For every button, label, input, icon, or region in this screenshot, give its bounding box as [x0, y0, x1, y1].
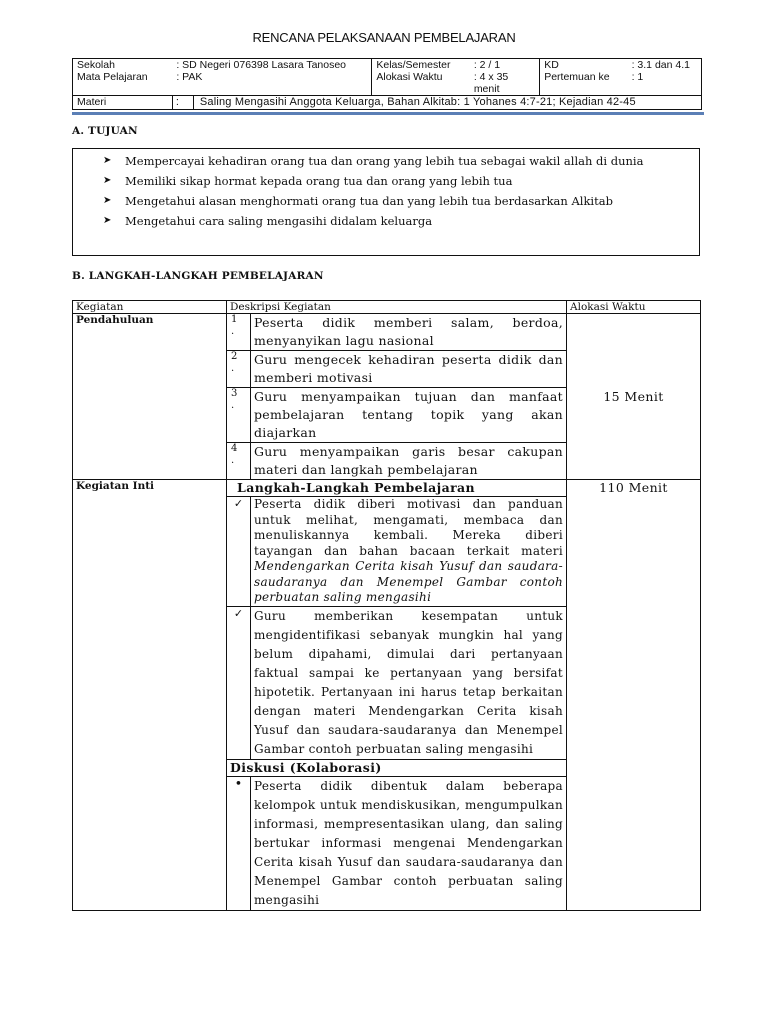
- step-text: Peserta didik memberi salam, berdoa, menyanyikan lagu nasional: [251, 314, 567, 351]
- tujuan-box: [72, 148, 700, 256]
- pertemuan-label: Pertemuan ke: [540, 71, 628, 96]
- header-rule: [72, 112, 704, 115]
- step-text: Guru menyampaikan garis besar cakupan materi dan langkah pembelajaran: [251, 443, 567, 480]
- pendahuluan-time: 15 Menit: [567, 314, 701, 480]
- step-number: 4 .: [227, 443, 251, 480]
- inti-label: Kegiatan Inti: [73, 480, 227, 911]
- kelas-value: : 2 / 1: [470, 59, 540, 72]
- checkmark-icon: ✓: [227, 606, 251, 759]
- mapel-label: Mata Pelajaran: [73, 71, 173, 96]
- inti-item-1: Peserta didik diberi motivasi dan panduan untuk melihat, mengamati, membaca dan menuliskannya kembali. Mereka diberi tayangan dan bahan bacaan terkait materi Mendengarkan Cerita kisah Yusuf dan saudara-saudaranya dan Menempel Gambar contoh perbuatan saling mengasihi: [251, 497, 567, 607]
- col-deskripsi: Deskripsi Kegiatan: [227, 301, 567, 314]
- materi-row: [172, 96, 701, 110]
- col-alokasi: Alokasi Waktu: [567, 301, 701, 314]
- bullet-dot-icon: •: [227, 776, 251, 910]
- step-text: Guru menyampaikan tujuan dan manfaat pembelajaran tentang topik yang akan diajarkan: [251, 388, 567, 443]
- tujuan-heading: A. TUJUAN: [72, 125, 138, 137]
- materi-value: Saling Mengasihi Anggota Keluarga, Bahan Alkitab: 1 Yohanes 4:7-21; Kejadian 42-45: [199, 96, 636, 108]
- checkmark-icon: ✓: [227, 497, 251, 607]
- tujuan-item: ➤ Mengetahui cara saling mengasihi didalam keluarga: [73, 211, 699, 231]
- step-number: 1 .: [227, 314, 251, 351]
- arrow-bullet-icon: ➤: [103, 175, 112, 186]
- alokasi-value: : 4 x 35 menit: [470, 71, 540, 96]
- tujuan-item: ➤ Mengetahui alasan menghormati orang tua dan yang lebih tua berdasarkan Alkitab: [73, 191, 699, 211]
- tujuan-item: ➤ Memiliki sikap hormat kepada orang tua dan orang yang lebih tua: [73, 171, 699, 191]
- langkah-table: [72, 300, 701, 911]
- kd-label: KD: [540, 59, 628, 72]
- materi-label: Materi: [73, 96, 173, 110]
- inti-item-2: Guru memberikan kesempatan untuk mengidentifikasi sebanyak mungkin hal yang belum dipahami, dimulai dari pertanyaan faktual sampai ke pertanyaan yang bersifat hipotetik. Pertanyaan ini harus tetap berkaitan dengan materi Mendengarkan Cerita kisah Yusuf dan saudara-saudaranya dan Menempel Gambar contoh perbuatan saling mengasihi: [251, 606, 567, 759]
- materi-colon: :: [173, 96, 194, 109]
- diskusi-heading: Diskusi (Kolaborasi): [227, 759, 567, 776]
- inti-item-3: Peserta didik dibentuk dalam beberapa kelompok untuk mendiskusikan, mengumpulkan informasi, mempresentasikan ulang, dan saling bertukar informasi mengenai Mendengarkan Cerita kisah Yusuf dan saudara-saudaranya dan Menempel Gambar contoh perbuatan saling mengasihi: [251, 776, 567, 910]
- pertemuan-value: : 1: [628, 71, 702, 96]
- kd-value: : 3.1 dan 4.1: [628, 59, 702, 72]
- arrow-bullet-icon: ➤: [103, 155, 112, 166]
- arrow-bullet-icon: ➤: [103, 215, 112, 226]
- step-number: 3 .: [227, 388, 251, 443]
- step-number: 2 .: [227, 351, 251, 388]
- inti-subheading: Langkah-Langkah Pembelajaran: [227, 480, 567, 497]
- step-text: Guru mengecek kehadiran peserta didik dan memberi motivasi: [251, 351, 567, 388]
- tujuan-item: ➤ Mempercayai kehadiran orang tua dan orang yang lebih tua sebagai wakil allah di dunia: [73, 151, 699, 171]
- kelas-label: Kelas/Semester: [372, 59, 470, 72]
- langkah-heading: B. LANGKAH-LANGKAH PEMBELAJARAN: [72, 270, 324, 282]
- mapel-value: : PAK: [172, 71, 372, 96]
- info-table: [72, 58, 702, 110]
- sekolah-label: Sekolah: [73, 59, 173, 72]
- arrow-bullet-icon: ➤: [103, 195, 112, 206]
- pendahuluan-label: Pendahuluan: [73, 314, 227, 480]
- col-kegiatan: Kegiatan: [73, 301, 227, 314]
- inti-time: 110 Menit: [567, 480, 701, 911]
- sekolah-value: : SD Negeri 076398 Lasara Tanoseo: [172, 59, 372, 72]
- alokasi-label: Alokasi Waktu: [372, 71, 470, 96]
- document-title: RENCANA PELAKSANAAN PEMBELAJARAN: [252, 30, 516, 45]
